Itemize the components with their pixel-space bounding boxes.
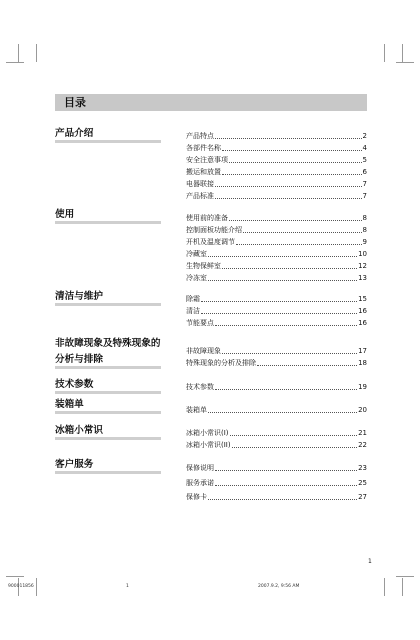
leader-dots <box>222 150 362 151</box>
leader-dots <box>208 412 357 413</box>
leader-dots <box>201 313 357 314</box>
crop-mark <box>396 62 414 63</box>
toc-entry-page: 27 <box>358 493 367 501</box>
section-rule <box>55 303 161 306</box>
toc-entry-page: 23 <box>358 464 367 472</box>
toc-entry-label: 特殊现象的分析及排除 <box>186 359 256 367</box>
crop-mark <box>402 578 403 596</box>
section-heading: 产品介绍 <box>55 128 94 139</box>
toc-entry-label: 节能要点 <box>186 319 214 327</box>
toc-entry[interactable] <box>186 428 367 438</box>
toc-entry-page: 10 <box>358 250 367 258</box>
section-heading: 冰箱小常识 <box>55 425 103 436</box>
toc-entry-label: 服务承诺 <box>186 479 214 487</box>
toc-entry-page: 13 <box>358 274 367 282</box>
section-heading: 使用 <box>55 209 75 220</box>
crop-mark <box>402 44 403 62</box>
toc-entry-label: 冷藏室 <box>186 250 207 258</box>
toc-entry[interactable] <box>186 131 367 141</box>
toc-entry[interactable] <box>186 382 367 392</box>
leader-dots <box>215 186 362 187</box>
toc-entry-page: 19 <box>358 383 367 391</box>
toc-entry[interactable] <box>186 179 367 189</box>
toc-entry-label: 冰箱小常识(I) <box>186 429 229 437</box>
toc-entry-label: 冷冻室 <box>186 274 207 282</box>
toc-entry[interactable] <box>186 237 367 247</box>
crop-mark <box>36 44 37 62</box>
leader-dots <box>230 435 358 436</box>
toc-entry-page: 9 <box>362 238 367 246</box>
toc-entry-label: 电器联接 <box>186 180 214 188</box>
toc-entry[interactable] <box>186 261 367 271</box>
toc-entry-page: 16 <box>358 319 367 327</box>
toc-entry-label: 搬运和放置 <box>186 168 221 176</box>
toc-entry-page: 6 <box>362 168 367 176</box>
toc-entry-label: 使用前的准备 <box>186 214 228 222</box>
toc-entry-label: 清洁 <box>186 307 200 315</box>
crop-mark <box>6 62 24 63</box>
toc-entry[interactable] <box>186 306 367 316</box>
leader-dots <box>215 470 357 471</box>
leader-dots <box>222 174 362 175</box>
toc-entry[interactable] <box>186 143 367 153</box>
section-rule <box>55 140 161 143</box>
section-rule <box>55 411 161 414</box>
toc-entry[interactable] <box>186 405 367 415</box>
toc-entry-label: 保修卡 <box>186 493 207 501</box>
toc-entry-page: 21 <box>358 429 367 437</box>
toc-entry[interactable] <box>186 213 367 223</box>
section-heading: 非故障现象及特殊现象的 <box>55 338 161 349</box>
toc-entry[interactable] <box>186 346 367 356</box>
crop-mark <box>36 578 37 596</box>
toc-entry[interactable] <box>186 191 367 201</box>
toc-title-bar <box>55 94 367 111</box>
leader-dots <box>215 138 362 139</box>
footer-timestamp: 2007.9.2, 9:56 AM <box>258 584 300 589</box>
section-heading: 客户服务 <box>55 459 94 470</box>
toc-entry-label: 各部件名称 <box>186 144 221 152</box>
toc-entry-label: 装箱单 <box>186 406 207 414</box>
leader-dots <box>229 162 362 163</box>
leader-dots <box>208 256 357 257</box>
toc-entry-page: 2 <box>362 132 367 140</box>
crop-mark <box>18 44 19 62</box>
leader-dots <box>208 499 357 500</box>
toc-entry-page: 22 <box>358 441 367 449</box>
toc-entry-label: 产品标准 <box>186 192 214 200</box>
toc-entry-page: 18 <box>358 359 367 367</box>
toc-entry-page: 15 <box>358 295 367 303</box>
toc-title: 目录 <box>64 96 86 109</box>
toc-entry-page: 20 <box>358 406 367 414</box>
crop-mark <box>6 576 24 577</box>
leader-dots <box>215 389 357 390</box>
leader-dots <box>215 325 357 326</box>
toc-entry[interactable] <box>186 225 367 235</box>
toc-entry[interactable] <box>186 294 367 304</box>
toc-entry-page: 4 <box>362 144 367 152</box>
toc-entry-page: 8 <box>362 226 367 234</box>
section-rule <box>55 471 161 474</box>
section-heading: 分析与排除 <box>55 354 103 365</box>
toc-entry[interactable] <box>186 492 367 502</box>
toc-entry-page: 5 <box>362 156 367 164</box>
section-rule <box>55 391 161 394</box>
leader-dots <box>222 353 357 354</box>
crop-mark <box>384 44 385 62</box>
toc-entry[interactable] <box>186 358 367 368</box>
leader-dots <box>229 220 362 221</box>
section-heading: 技术参数 <box>55 379 94 390</box>
toc-entry-label: 控制面板功能介绍 <box>186 226 242 234</box>
toc-entry[interactable] <box>186 167 367 177</box>
footer-page: 1 <box>126 584 129 589</box>
toc-entry-page: 25 <box>358 479 367 487</box>
footer-code: 900011856 <box>8 584 34 589</box>
crop-mark <box>396 576 414 577</box>
section-heading: 清洁与维护 <box>55 291 103 302</box>
toc-entry-label: 安全注意事项 <box>186 156 228 164</box>
toc-entry[interactable] <box>186 318 367 328</box>
page-number: 1 <box>368 558 372 565</box>
toc-entry[interactable] <box>186 440 367 450</box>
section-heading: 装箱单 <box>55 399 84 410</box>
leader-dots <box>208 280 357 281</box>
toc-entry[interactable] <box>186 478 367 488</box>
toc-entry-page: 12 <box>358 262 367 270</box>
toc-entry-label: 产品特点 <box>186 132 214 140</box>
toc-entry[interactable] <box>186 155 367 165</box>
leader-dots <box>201 301 357 302</box>
toc-entry-page: 8 <box>362 214 367 222</box>
toc-entry-label: 非故障现象 <box>186 347 221 355</box>
toc-entry-label: 冰箱小常识(II) <box>186 441 231 449</box>
toc-entry-label: 保修说明 <box>186 464 214 472</box>
leader-dots <box>232 447 357 448</box>
toc-entry-page: 7 <box>362 192 367 200</box>
leader-dots <box>257 365 357 366</box>
section-rule <box>55 437 161 440</box>
leader-dots <box>215 485 357 486</box>
leader-dots <box>236 244 362 245</box>
crop-mark <box>384 578 385 596</box>
toc-entry[interactable] <box>186 249 367 259</box>
section-rule <box>55 366 161 369</box>
toc-entry-page: 16 <box>358 307 367 315</box>
leader-dots <box>222 268 357 269</box>
toc-entry-label: 技术参数 <box>186 383 214 391</box>
leader-dots <box>243 232 362 233</box>
toc-entry-page: 7 <box>362 180 367 188</box>
toc-entry[interactable] <box>186 273 367 283</box>
toc-entry-label: 开机及温度调节 <box>186 238 235 246</box>
leader-dots <box>215 198 362 199</box>
toc-entry[interactable] <box>186 463 367 473</box>
toc-entry-page: 17 <box>358 347 367 355</box>
section-rule <box>55 221 161 224</box>
toc-entry-label: 除霜 <box>186 295 200 303</box>
toc-entry-label: 生物保鲜室 <box>186 262 221 270</box>
